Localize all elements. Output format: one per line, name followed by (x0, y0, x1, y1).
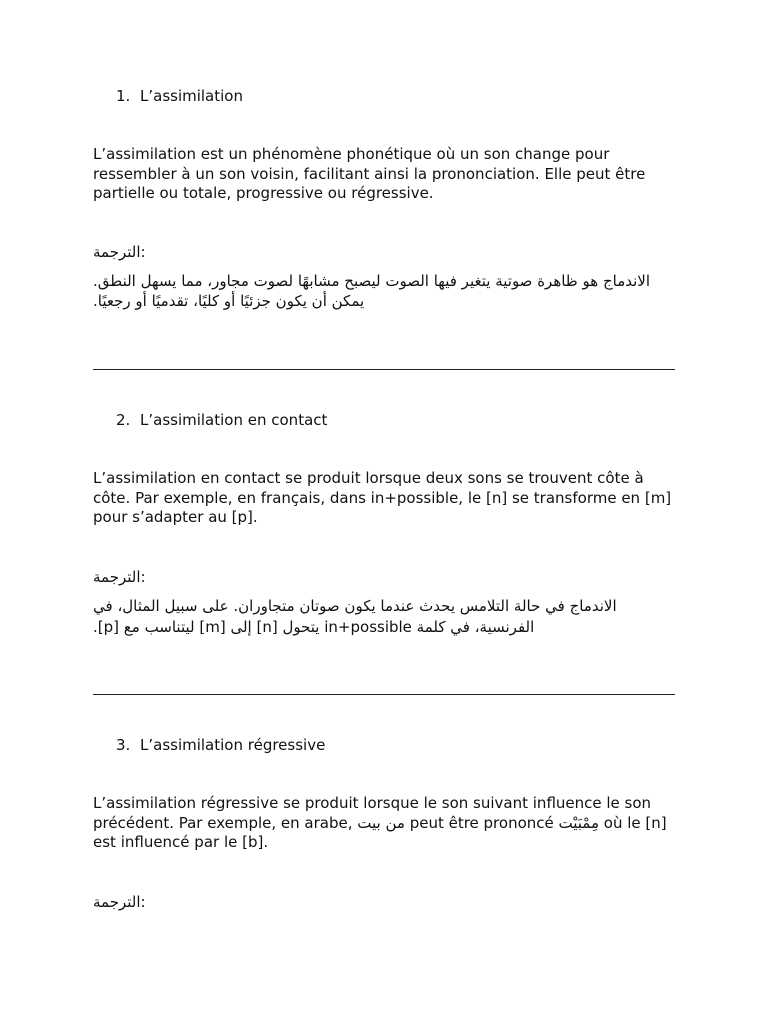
section-2-body: L’assimilation en contact se produit lorsque deux sons se trouvent côte à côte. Par exemple, en français, dans in+possible, le [n] se transforme en [m] pour s’adapter au [p]. (93, 469, 672, 527)
section-divider-2 (93, 694, 675, 695)
section-1-translation-line-1: الاندماج هو ظاهرة صوتية يتغير فيها الصوت ليصبح مشابهًا لصوت مجاور، مما يسهل النطق. (93, 272, 650, 290)
section-1-number: 1. (116, 87, 131, 105)
section-2-title: L’assimilation en contact (140, 411, 328, 429)
section-2-number: 2. (116, 411, 131, 429)
section-3-translation-label: الترجمة: (93, 893, 146, 911)
section-1-body: L’assimilation est un phénomène phonétique où un son change pour ressembler à un son voisin, facilitant ainsi la prononciation. Elle peut être partielle ou totale, progressive ou régressive. (93, 145, 646, 203)
section-2-translation-line-2: الفرنسية، في كلمة in+possible يتحول [n] إلى [m] ليتناسب مع [p]. (93, 618, 535, 636)
section-1-title: L’assimilation (140, 87, 243, 105)
section-2-translation-line-1: الاندماج في حالة التلامس يحدث عندما يكون صوتان متجاوران. على سبيل المثال، في (93, 597, 617, 615)
section-3-title: L’assimilation régressive (140, 736, 326, 754)
section-3-body: L’assimilation régressive se produit lorsque le son suivant influence le son précédent. Par exemple, en arabe, من بيت peut être prononcé مِمْبَيْت où le [n] est influencé par le [b]. (93, 794, 667, 852)
section-1-translation-line-2: يمكن أن يكون جزئيًا أو كليًا، تقدميًا أو رجعيًا. (93, 292, 365, 310)
section-3-heading (116, 735, 325, 755)
section-1-translation-label: الترجمة: (93, 243, 146, 261)
section-1-heading (116, 86, 243, 106)
section-divider-1 (93, 369, 675, 370)
section-2-translation-label: الترجمة: (93, 568, 146, 586)
section-3-number: 3. (116, 736, 131, 754)
section-2-heading (116, 410, 327, 430)
